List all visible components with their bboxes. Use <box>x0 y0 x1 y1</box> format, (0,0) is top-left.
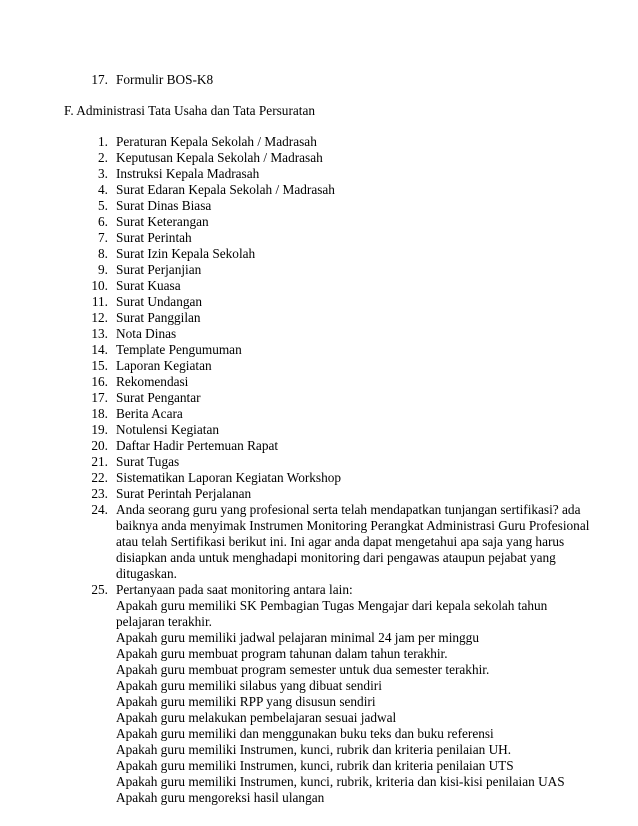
list-item-text: Peraturan Kepala Sekolah / Madrasah <box>116 134 317 149</box>
paragraph-line: Apakah guru melakukan pembelajaran sesuai jadwal <box>116 710 397 725</box>
paragraph-line: Apakah guru memiliki Instrumen, kunci, rubrik dan kriteria penilaian UTS <box>116 758 514 773</box>
paragraph-line: disiapkan anda untuk menghadapi monitoring dari pengawas ataupun pejabat yang <box>116 550 556 565</box>
list-item-number: 1. <box>98 134 108 149</box>
list-item-text: Surat Tugas <box>116 454 180 469</box>
list-item-number: 6. <box>98 214 108 229</box>
list-item-number: 14. <box>91 342 108 357</box>
list-item-number: 21. <box>91 454 108 469</box>
list-item-number: 10. <box>91 278 108 293</box>
list-item-number: 4. <box>98 182 108 197</box>
list-item-number: 19. <box>91 422 108 437</box>
list-item-text: Sistematikan Laporan Kegiatan Workshop <box>116 470 342 485</box>
list-item-text: Rekomendasi <box>116 374 189 389</box>
paragraph-line: Apakah guru memiliki silabus yang dibuat sendiri <box>116 678 382 693</box>
list-item-number: 13. <box>91 326 108 341</box>
list-item-number: 3. <box>98 166 108 181</box>
paragraph-line: baiknya anda menyimak Instrumen Monitoring Perangkat Administrasi Guru Profesional <box>116 518 590 533</box>
list-item-text: Surat Undangan <box>116 294 203 309</box>
paragraph-line: Apakah guru memiliki jadwal pelajaran minimal 24 jam per minggu <box>116 630 479 645</box>
list-item-number: 20. <box>91 438 108 453</box>
list-item-number: 16. <box>91 374 108 389</box>
list-item-text: Surat Keterangan <box>116 214 209 229</box>
section-heading: F. Administrasi Tata Usaha dan Tata Persuratan <box>64 103 316 118</box>
list-item-text: Surat Perintah <box>116 230 192 245</box>
paragraph-line: Pertanyaan pada saat monitoring antara lain: <box>116 582 353 597</box>
paragraph-line: Apakah guru memiliki Instrumen, kunci, rubrik, kriteria dan kisi-kisi penilaian UAS <box>116 774 565 789</box>
list-item-number: 7. <box>98 230 108 245</box>
list-item-number: 23. <box>91 486 108 501</box>
paragraph-line: Apakah guru memiliki SK Pembagian Tugas Mengajar dari kepala sekolah tahun <box>116 598 548 613</box>
paragraph-line: Apakah guru membuat program tahunan dalam tahun terakhir. <box>116 646 448 661</box>
list-item-number: 8. <box>98 246 108 261</box>
paragraph-line: Apakah guru membuat program semester untuk dua semester terakhir. <box>116 662 490 677</box>
list-item-text: Surat Pengantar <box>116 390 201 405</box>
top-item-number: 17. <box>91 72 108 87</box>
paragraph-line: Apakah guru memiliki Instrumen, kunci, rubrik dan kriteria penilaian UH. <box>116 742 512 757</box>
list-item-text: Laporan Kegiatan <box>116 358 212 373</box>
list-item-number: 5. <box>98 198 108 213</box>
list-item-text: Notulensi Kegiatan <box>116 422 220 437</box>
top-item-text: Formulir BOS-K8 <box>116 72 214 87</box>
list-item-text: Nota Dinas <box>116 326 177 341</box>
list-item-number: 25. <box>91 582 108 597</box>
list-item-number: 22. <box>91 470 108 485</box>
paragraph-line: Apakah guru memiliki dan menggunakan buku teks dan buku referensi <box>116 726 494 741</box>
list-item-text: Surat Dinas Biasa <box>116 198 212 213</box>
paragraph-line: atau telah Sertifikasi berikut ini. Ini agar anda dapat mengetahui apa saja yang harus <box>116 534 565 549</box>
list-item-number: 18. <box>91 406 108 421</box>
list-item-text: Surat Kuasa <box>116 278 181 293</box>
paragraph-line: ditugaskan. <box>116 566 177 581</box>
list-item-text: Keputusan Kepala Sekolah / Madrasah <box>116 150 323 165</box>
list-item-text: Surat Panggilan <box>116 310 201 325</box>
list-item-text: Surat Perintah Perjalanan <box>116 486 252 501</box>
list-item-number: 9. <box>98 262 108 277</box>
paragraph-line: pelajaran terakhir. <box>116 614 212 629</box>
paragraph-line: Apakah guru memiliki RPP yang disusun sendiri <box>116 694 376 709</box>
list-item-text: Instruksi Kepala Madrasah <box>116 166 260 181</box>
paragraph-line: Apakah guru mengoreksi hasil ulangan <box>116 790 325 805</box>
list-item-number: 12. <box>91 310 108 325</box>
list-item-number: 11. <box>91 294 108 309</box>
list-item-number: 15. <box>91 358 108 373</box>
list-item-text: Berita Acara <box>116 406 183 421</box>
list-item-number: 24. <box>91 502 108 517</box>
paragraph-line: Anda seorang guru yang profesional serta telah mendapatkan tunjangan sertifikasi? ada <box>116 502 581 517</box>
list-item-text: Surat Izin Kepala Sekolah <box>116 246 256 261</box>
list-item-text: Surat Perjanjian <box>116 262 202 277</box>
list-item-text: Surat Edaran Kepala Sekolah / Madrasah <box>116 182 335 197</box>
list-item-number: 2. <box>98 150 108 165</box>
list-item-text: Daftar Hadir Pertemuan Rapat <box>116 438 279 453</box>
list-item-number: 17. <box>91 390 108 405</box>
list-item-text: Template Pengumuman <box>116 342 242 357</box>
